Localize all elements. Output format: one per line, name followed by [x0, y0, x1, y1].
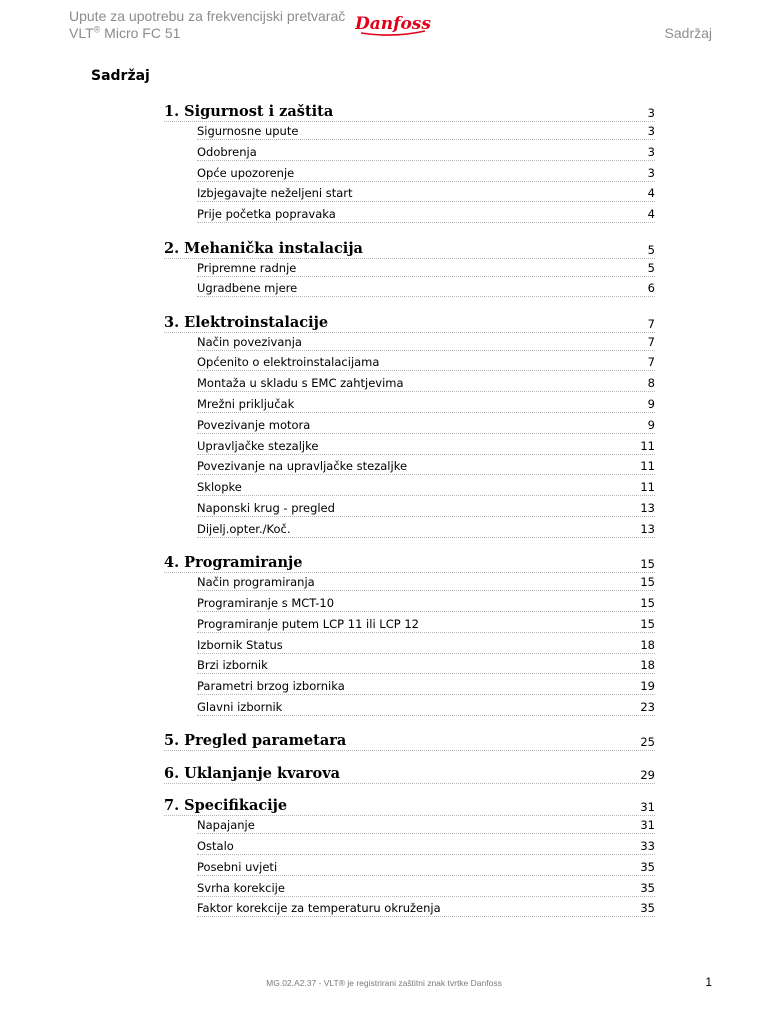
toc-entry[interactable] — [197, 395, 655, 413]
toc-entry-label: Prije početka popravaka — [197, 207, 336, 222]
toc-chapter[interactable] — [164, 552, 655, 573]
toc-entry-page: 6 — [647, 281, 655, 296]
toc-entry[interactable] — [197, 478, 655, 496]
toc-entry-label: Općenito o elektroinstalacijama — [197, 355, 380, 370]
toc-entry-page: 9 — [647, 417, 655, 432]
toc-entry[interactable] — [197, 899, 655, 917]
toc-chapter[interactable] — [164, 763, 655, 784]
toc-entry-page: 15 — [640, 575, 655, 590]
toc-entry-label: Sigurnosne upute — [197, 124, 299, 138]
toc-entry-label: Programiranje s MCT-10 — [197, 595, 335, 610]
danfoss-logo-text: Danfoss — [355, 14, 431, 34]
toc-entry-page: 18 — [640, 637, 655, 652]
toc-entry-label: Glavni izbornik — [197, 699, 283, 714]
toc-chapter-page: 25 — [640, 735, 655, 750]
toc-entry-label: Naponski krug - pregled — [197, 501, 335, 515]
toc-entry-label: Ugradbene mjere — [197, 281, 298, 296]
toc-entry-page: 3 — [647, 165, 655, 180]
toc-entry[interactable] — [197, 143, 655, 161]
toc-chapter[interactable] — [164, 238, 655, 259]
toc-entry[interactable] — [197, 636, 655, 654]
toc-entry[interactable] — [197, 858, 655, 876]
header-product-name: VLT® Micro FC 51 — [69, 24, 181, 41]
toc-entry-label: Ostalo — [197, 839, 234, 853]
toc-entry-label: Izbornik Status — [197, 637, 283, 652]
toc-entry-label: Pripremne radnje — [197, 260, 297, 275]
toc-entry[interactable] — [197, 259, 655, 277]
toc-entry-page: 18 — [640, 658, 655, 673]
toc-entry[interactable] — [197, 437, 655, 455]
toc-entry[interactable] — [197, 837, 655, 855]
footer-trademark-note: MG.02.A2.37 - VLT® je registrirani zaštitni znak tvrtke Danfoss — [266, 978, 502, 988]
toc-entry-page: 15 — [640, 616, 655, 631]
header-section-name: Sadržaj — [664, 25, 712, 41]
toc-chapter-label: 6. Uklanjanje kvarova — [164, 764, 341, 782]
toc-entry-label: Parametri brzog izbornika — [197, 679, 345, 694]
toc-entry[interactable] — [197, 816, 655, 834]
toc-entry-label: Način programiranja — [197, 575, 315, 590]
toc-entry-label: Izbjegavajte neželjeni start — [197, 186, 353, 201]
toc-entry-page: 31 — [640, 818, 655, 833]
toc-chapter-page: 3 — [647, 106, 655, 120]
toc-entry-label: Montaža u skladu s EMC zahtjevima — [197, 376, 404, 391]
toc-entry-page: 7 — [647, 334, 655, 349]
toc-entry-page: 7 — [647, 355, 655, 370]
toc-entry-page: 8 — [647, 376, 655, 391]
toc-entry-page: 4 — [647, 207, 655, 222]
toc-entry[interactable] — [197, 374, 655, 392]
toc-entry-page: 9 — [647, 397, 655, 411]
toc-entry-label: Napajanje — [197, 818, 255, 833]
toc-entry-page: 23 — [640, 699, 655, 714]
toc-entry-page: 3 — [647, 144, 655, 159]
toc-entry[interactable] — [197, 594, 655, 612]
toc-entry-page: 11 — [640, 438, 655, 453]
toc-entry[interactable] — [197, 122, 655, 140]
toc-chapter[interactable] — [164, 795, 655, 816]
toc-entry-label: Mrežni priključak — [197, 397, 295, 411]
toc-entry-label: Povezivanje na upravljačke stezaljke — [197, 459, 408, 474]
footer-page-number: 1 — [705, 975, 712, 989]
toc-chapter-page: 7 — [647, 316, 655, 331]
toc-entry[interactable] — [197, 457, 655, 475]
toc-entry[interactable] — [197, 879, 655, 897]
toc-entry-label: Faktor korekcije za temperaturu okruženja — [197, 901, 441, 916]
toc-entry[interactable] — [197, 205, 655, 223]
toc-chapter-page: 29 — [640, 767, 655, 782]
toc-entry-page: 4 — [647, 186, 655, 201]
toc-entry[interactable] — [197, 677, 655, 695]
toc-entry-page: 35 — [640, 859, 655, 874]
toc-entry-page: 35 — [640, 880, 655, 895]
page-title: Sadržaj — [91, 68, 150, 84]
toc-chapter[interactable] — [164, 312, 655, 333]
toc-entry-label: Dijelj.opter./Koč. — [197, 521, 291, 536]
toc-chapter-label: 5. Pregled parametara — [164, 732, 347, 750]
toc-entry-page: 11 — [640, 459, 655, 474]
toc-chapter-label: 3. Elektroinstalacije — [164, 313, 329, 331]
toc-chapter-label: 7. Specifikacije — [164, 797, 288, 815]
toc-entry[interactable] — [197, 333, 655, 351]
toc-entry[interactable] — [197, 353, 655, 371]
toc-entry[interactable] — [197, 184, 655, 202]
header-manual-title: Upute za upotrebu za frekvencijski pretvarač — [69, 8, 346, 24]
toc-chapter-page: 15 — [640, 557, 655, 572]
toc-entry-label: Opće upozorenje — [197, 165, 295, 180]
toc-entry-label: Posebni uvjeti — [197, 859, 278, 874]
toc-entry-label: Povezivanje motora — [197, 417, 311, 432]
toc-entry-label: Odobrenja — [197, 144, 257, 159]
toc-entry-label: Programiranje putem LCP 11 ili LCP 12 — [197, 616, 419, 631]
toc-entry[interactable] — [197, 698, 655, 716]
toc-entry-label: Sklopke — [197, 480, 242, 495]
toc-entry-page: 33 — [640, 839, 655, 853]
toc-chapter[interactable] — [164, 101, 655, 122]
toc-chapter-label: 4. Programiranje — [164, 554, 303, 572]
toc-entry[interactable] — [197, 499, 655, 517]
toc-entry-label: Brzi izbornik — [197, 658, 268, 673]
toc-chapter-page: 31 — [640, 800, 655, 815]
toc-entry-page: 15 — [640, 595, 655, 610]
toc-entry-page: 13 — [640, 521, 655, 536]
toc-chapter[interactable] — [164, 730, 655, 751]
toc-entry[interactable] — [197, 279, 655, 297]
toc-entry[interactable] — [197, 615, 655, 633]
toc-entry-label: Način povezivanja — [197, 334, 302, 349]
toc-entry-page: 19 — [640, 679, 655, 694]
toc-entry[interactable] — [197, 656, 655, 674]
toc-entry-page: 13 — [640, 501, 655, 515]
toc-entry[interactable] — [197, 416, 655, 434]
toc-entry-page: 3 — [647, 124, 655, 138]
toc-entry-page: 5 — [647, 260, 655, 275]
toc-entry-page: 11 — [640, 480, 655, 495]
toc-entry-label: Upravljačke stezaljke — [197, 438, 319, 453]
toc-entry-label: Svrha korekcije — [197, 880, 285, 895]
toc-chapter-page: 5 — [647, 242, 655, 257]
toc-entry[interactable] — [197, 164, 655, 182]
toc-entry-page: 35 — [640, 901, 655, 916]
toc-entry[interactable] — [197, 573, 655, 591]
toc-entry[interactable] — [197, 520, 655, 538]
toc-chapter-label: 1. Sigurnost i zaštita — [164, 103, 334, 120]
toc-chapter-label: 2. Mehanička instalacija — [164, 239, 363, 257]
